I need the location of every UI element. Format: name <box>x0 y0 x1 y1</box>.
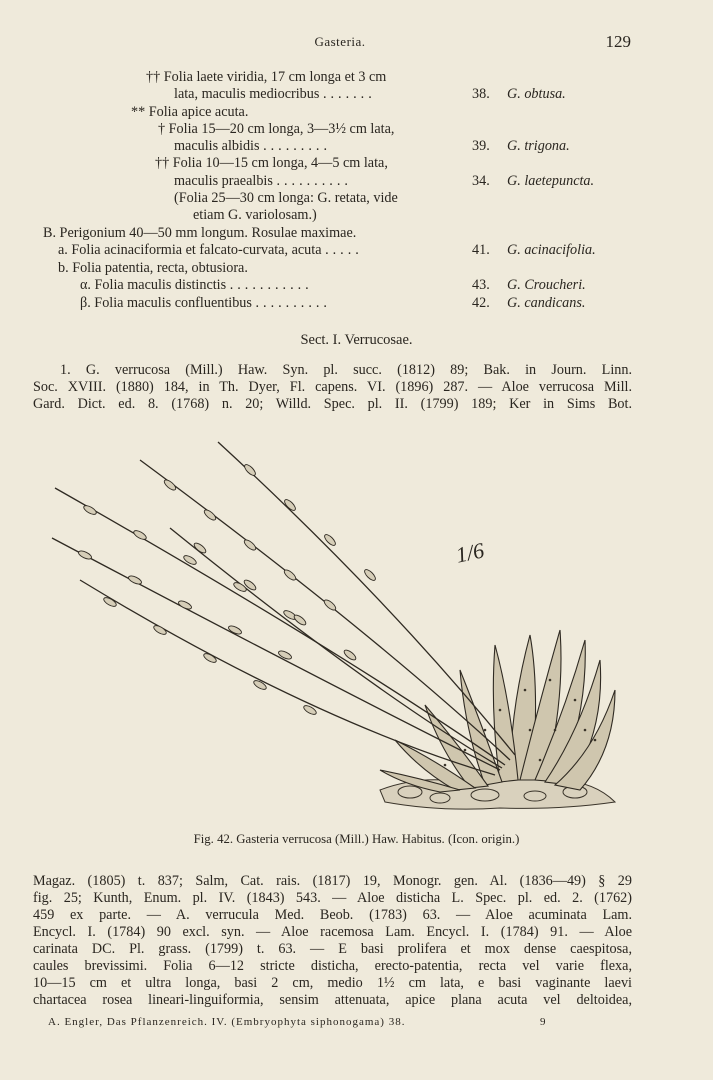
key-line: lata, maculis mediocribus ....... <box>174 86 376 102</box>
body-line: fig. 25; Kunth, Enum. pl. IV. (1843) 543. — Aloe disticha L. Spec. pl. ed. 2. (1762) <box>33 890 632 906</box>
body-line: 459 ex parte. — A. verrucula Med. Beob. (1783) 63. — Aloe acuminata Lam. <box>33 907 632 923</box>
key-line: B. Perigonium 40—50 mm longum. Rosulae maximae. <box>43 225 357 241</box>
key-line: maculis praealbis .......... <box>174 173 352 189</box>
key-line: ** Folia apice acuta. <box>131 104 249 120</box>
body-line: carinata DC. Pl. grass. (1799) t. 63. — E basi prolifera et mox dense caespitosa, <box>33 941 632 957</box>
flower-buds <box>77 463 377 716</box>
key-taxon: G. Croucheri. <box>507 277 586 293</box>
section-title: Sect. I. Verrucosae. <box>300 332 413 348</box>
entry-line: Soc. XVIII. (1880) 184, in Th. Dyer, Fl. capens. VI. (1896) 287. — Aloe verrucosa Mill. <box>33 379 632 395</box>
key-number: 42. <box>472 295 490 311</box>
key-line: † Folia 15—20 cm longa, 3—3½ cm lata, <box>158 121 395 137</box>
key-taxon: G. obtusa. <box>507 86 566 102</box>
flower-stalks <box>52 442 515 775</box>
entry-line: 1. G. verrucosa (Mill.) Haw. Syn. pl. succ. (1812) 89; Bak. in Journ. Linn. <box>60 362 632 378</box>
key-taxon: G. laetepuncta. <box>507 173 595 189</box>
rosette-leaves <box>380 630 615 792</box>
key-taxon: G. trigona. <box>507 138 570 154</box>
printer-signature: 9 <box>540 1016 546 1028</box>
key-line: b. Folia patentia, recta, obtusiora. <box>58 260 248 276</box>
key-taxon: G. candicans. <box>507 295 586 311</box>
body-line: Encycl. I. (1784) 90 excl. syn. — Aloe racemosa Lam. Encycl. I. (1784) 91. — Aloe <box>33 924 632 940</box>
page-number: 129 <box>605 32 631 51</box>
key-line: a. Folia acinaciformia et falcato-curvata, acuta ..... <box>58 242 363 258</box>
key-number: 38. <box>472 86 490 102</box>
key-number: 34. <box>472 173 490 189</box>
key-line: maculis albidis ......... <box>174 138 331 154</box>
running-title: Gasteria. <box>314 34 366 49</box>
figure-caption: Fig. 42. Gasteria verrucosa (Mill.) Haw. Habitus. (Icon. origin.) <box>193 832 520 846</box>
key-taxon: G. acinacifolia. <box>507 242 596 258</box>
body-line: 10—15 cm et ultra longa, basi 2 cm, medio 1½ cm lata, e basi vaginante laevi <box>33 975 632 991</box>
key-line: (Folia 25—30 cm longa: G. retata, vide <box>174 190 398 206</box>
plant-illustration <box>40 430 620 820</box>
entry-line: Gard. Dict. ed. 8. (1768) n. 20; Willd. Spec. pl. II. (1799) 189; Ker in Sims Bot. <box>33 396 632 412</box>
footer-citation: A. Engler, Das Pflanzenreich. IV. (Embryophyta siphonogama) 38. <box>48 1016 406 1028</box>
key-number: 43. <box>472 277 490 293</box>
key-line: etiam G. variolosam.) <box>193 207 317 223</box>
key-number: 41. <box>472 242 490 258</box>
scale-mark: 1/6 <box>453 537 487 568</box>
key-line: †† Folia laete viridia, 17 cm longa et 3 cm <box>146 69 387 85</box>
key-line: †† Folia 10—15 cm longa, 4—5 cm lata, <box>155 155 388 171</box>
body-line: chartacea rosea lineari-linguiformia, sensim attenuata, apice plana acuta vel deltoidea, <box>33 992 632 1008</box>
body-line: Magaz. (1805) t. 837; Salm, Cat. rais. (1817) 19, Monogr. gen. Al. (1836—49) § 29 <box>33 873 632 889</box>
key-line: β. Folia maculis confluentibus .......... <box>80 295 331 311</box>
body-line: caules brevissimi. Folia 6—12 stricte disticha, erecto-patentia, recta vel varie flexa, <box>33 958 632 974</box>
key-number: 39. <box>472 138 490 154</box>
key-line: α. Folia maculis distinctis ........... <box>80 277 313 293</box>
